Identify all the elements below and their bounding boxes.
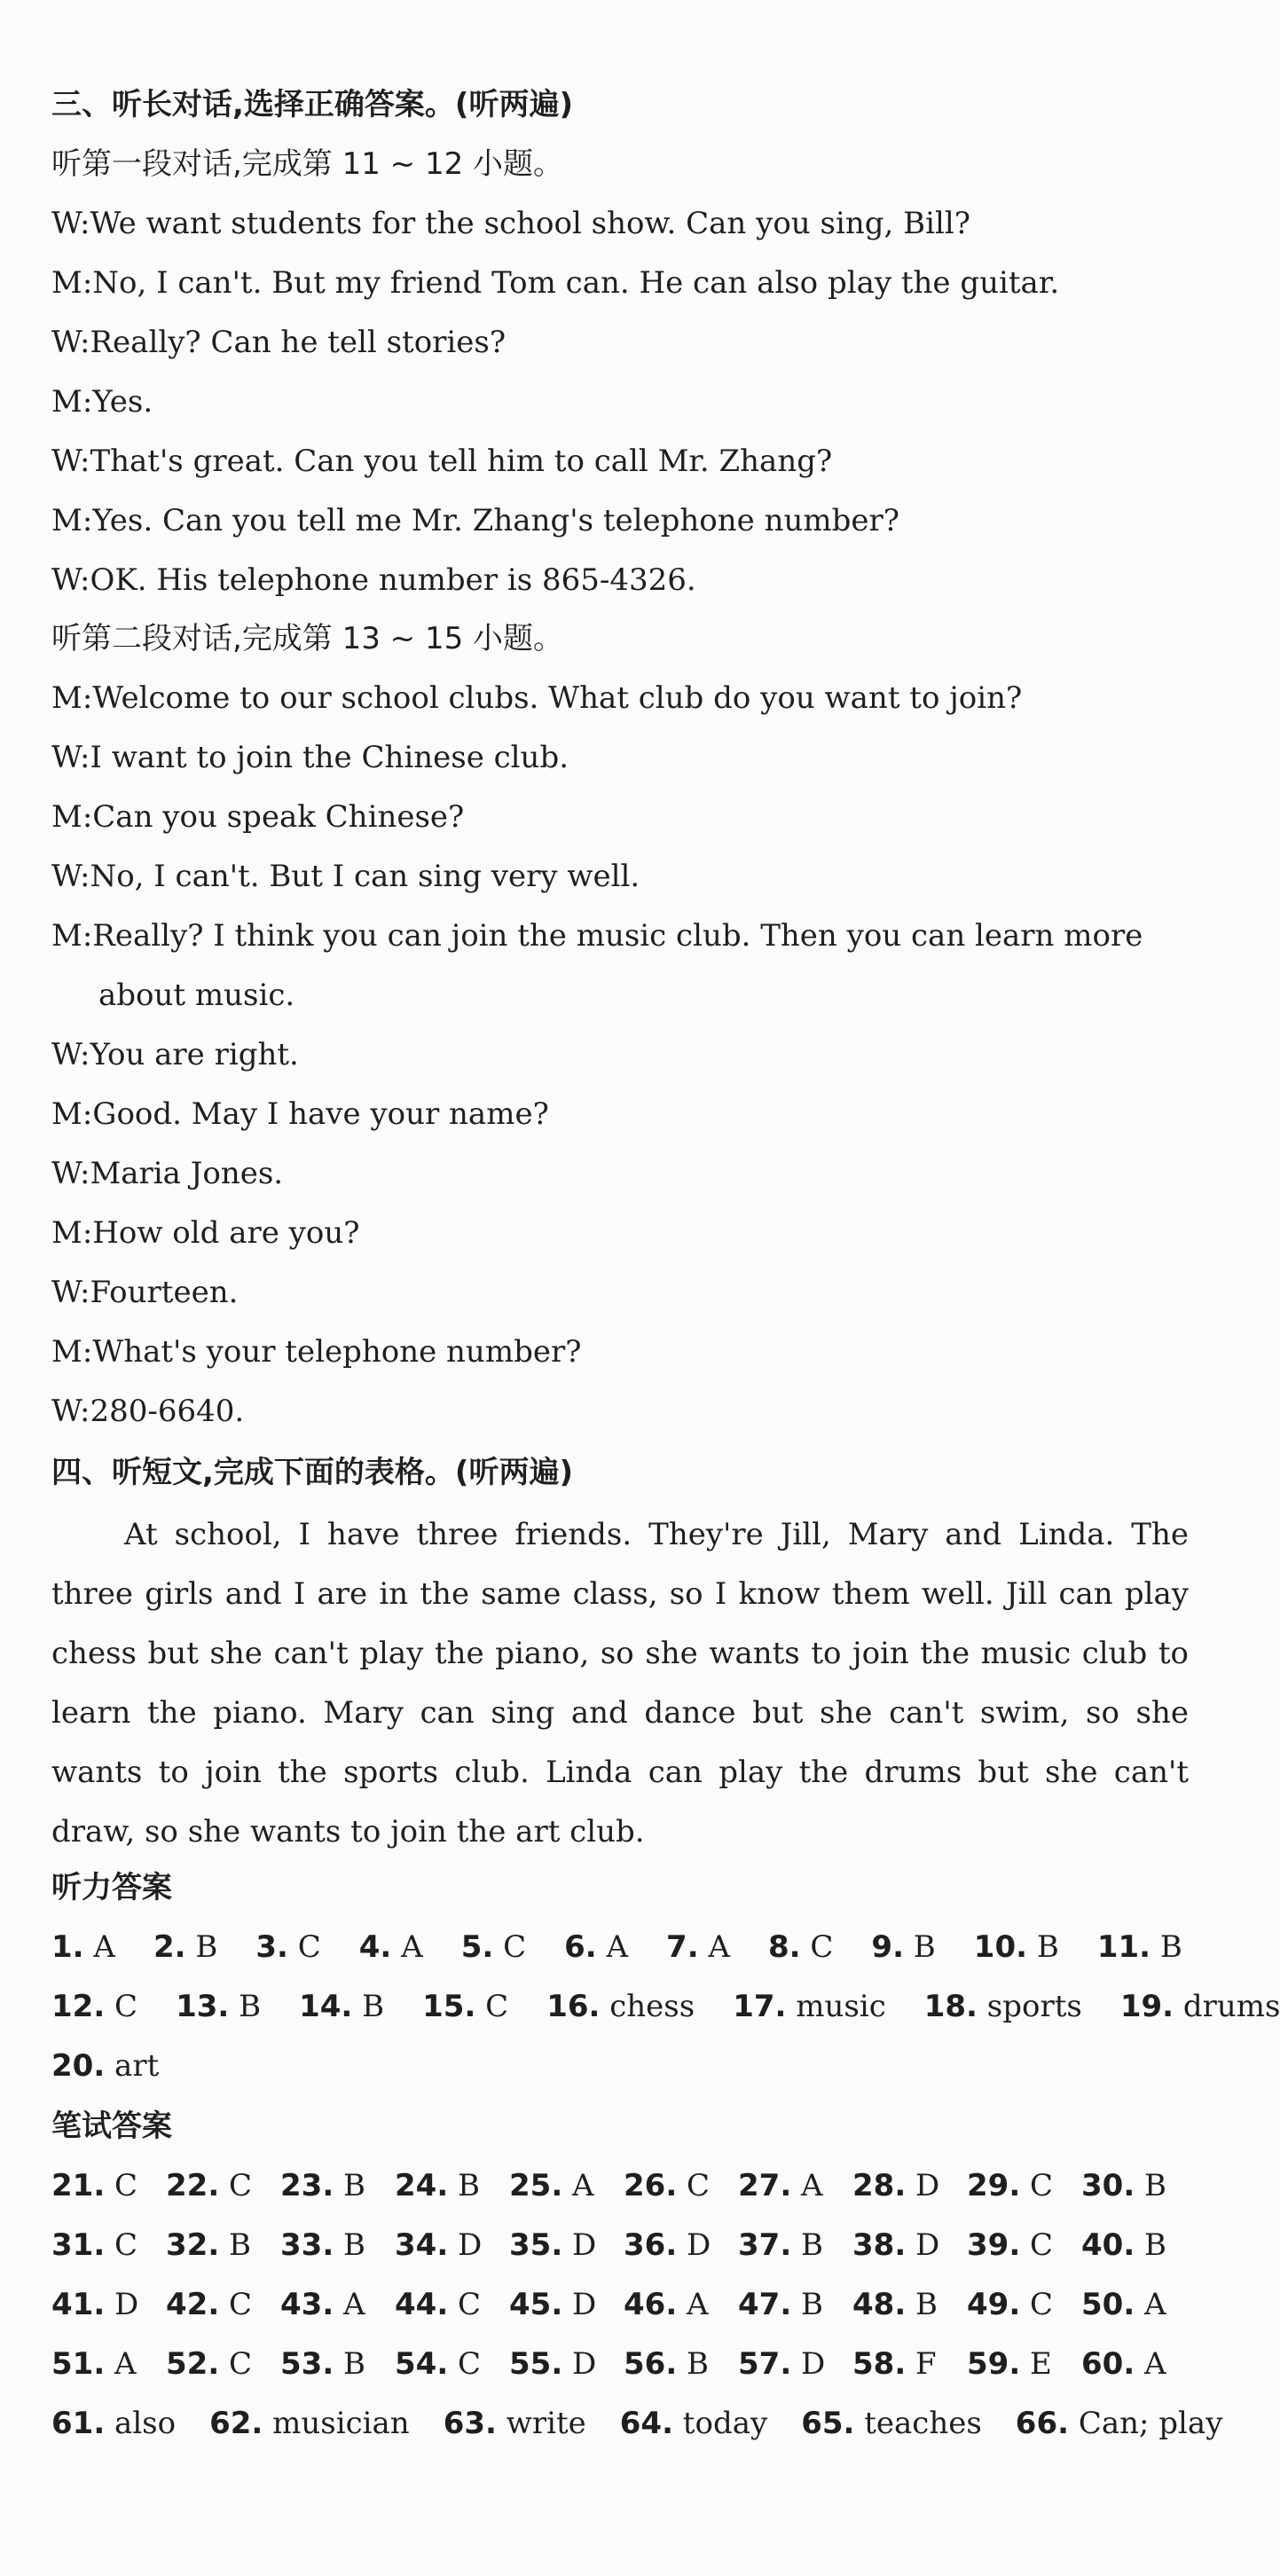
answer-value: B bbox=[1150, 1929, 1182, 1965]
answer-item bbox=[166, 2227, 280, 2263]
question-number: 51. bbox=[51, 2346, 106, 2382]
answer-value: B bbox=[791, 2227, 824, 2263]
question-number: 62. bbox=[209, 2406, 263, 2441]
answer-value: B bbox=[677, 2346, 710, 2382]
answer-item bbox=[422, 1989, 508, 2024]
speaker-label: W: bbox=[51, 1275, 90, 1310]
question-number: 10. bbox=[973, 1929, 1028, 1965]
answer-item bbox=[924, 1989, 1082, 2024]
speaker-label: W: bbox=[51, 859, 90, 894]
answer-item bbox=[51, 1989, 137, 2024]
answer-item bbox=[1120, 1989, 1280, 2024]
dialog-line bbox=[51, 1275, 1196, 1310]
dialog-line bbox=[51, 1096, 1196, 1132]
answer-value: A bbox=[391, 1929, 423, 1965]
answer-item bbox=[280, 2168, 395, 2203]
dialog-text: Really? Can he tell stories? bbox=[90, 325, 507, 360]
question-number: 32. bbox=[166, 2227, 220, 2263]
answer-item bbox=[1081, 2346, 1196, 2382]
answer-value: C bbox=[1020, 2168, 1054, 2203]
answer-item bbox=[967, 2168, 1081, 2203]
answer-value: B bbox=[906, 2287, 938, 2322]
answer-value: B bbox=[334, 2346, 366, 2382]
answer-value: B bbox=[1135, 2227, 1167, 2263]
dialog-line bbox=[51, 562, 1196, 598]
answer-row bbox=[51, 2287, 1196, 2322]
answer-item bbox=[209, 2406, 410, 2441]
answer-row bbox=[51, 2346, 1196, 2382]
answer-value: C bbox=[105, 2227, 138, 2263]
dialog-line bbox=[51, 1037, 1196, 1072]
question-number: 12. bbox=[51, 1989, 106, 2024]
answer-item bbox=[1081, 2287, 1196, 2322]
speaker-label: M: bbox=[51, 384, 93, 420]
answer-item bbox=[738, 2287, 852, 2322]
question-number: 25. bbox=[509, 2168, 563, 2203]
question-number: 46. bbox=[624, 2287, 678, 2322]
answer-value: B bbox=[903, 1929, 936, 1965]
answer-value: C bbox=[287, 1929, 321, 1965]
dialog-text: Good. May I have your name? bbox=[92, 1096, 549, 1132]
answer-value: B bbox=[334, 2227, 366, 2263]
answer-value: B bbox=[448, 2168, 481, 2203]
answer-value: D bbox=[562, 2227, 597, 2263]
answer-item bbox=[871, 1929, 935, 1965]
answer-item bbox=[509, 2287, 624, 2322]
answer-item bbox=[852, 2346, 967, 2382]
question-number: 17. bbox=[733, 1989, 787, 2024]
answer-value: drums bbox=[1174, 1989, 1280, 2024]
answer-value: D bbox=[105, 2287, 139, 2322]
listening-answers-title: 听力答案 bbox=[51, 1870, 172, 1905]
question-number: 14. bbox=[299, 1989, 353, 2024]
answer-item bbox=[509, 2346, 624, 2382]
dialog-text: Can you speak Chinese? bbox=[92, 799, 465, 835]
speaker-label: M: bbox=[51, 503, 93, 538]
question-number: 43. bbox=[280, 2287, 334, 2322]
dialog-text: I want to join the Chinese club. bbox=[90, 740, 569, 775]
question-number: 19. bbox=[1119, 1989, 1174, 2024]
answer-item bbox=[1097, 1929, 1182, 1965]
dialog-text: Yes. Can you tell me Mr. Zhang's telephone number? bbox=[92, 503, 899, 538]
answer-value: B bbox=[352, 1989, 385, 2024]
question-number: 7. bbox=[666, 1929, 699, 1965]
answer-value: D bbox=[562, 2287, 597, 2322]
dialog-text: We want students for the school show. Can you sing, Bill? bbox=[90, 206, 970, 241]
question-number: 23. bbox=[280, 2168, 334, 2203]
answer-value: also bbox=[105, 2406, 177, 2441]
answer-item bbox=[395, 2227, 509, 2263]
question-number: 34. bbox=[395, 2227, 449, 2263]
answer-item bbox=[801, 2406, 982, 2441]
dialog-text: No, I can't. But my friend Tom can. He can also play the guitar. bbox=[92, 265, 1060, 301]
question-number: 11. bbox=[1096, 1929, 1151, 1965]
answer-value: musician bbox=[263, 2406, 410, 2441]
dialog-text: What's your telephone number? bbox=[92, 1334, 582, 1370]
question-number: 30. bbox=[1081, 2168, 1135, 2203]
answer-value: chess bbox=[600, 1989, 695, 2024]
answer-value: B bbox=[1027, 1929, 1059, 1965]
question-number: 21. bbox=[51, 2168, 106, 2203]
answer-item bbox=[624, 2346, 738, 2382]
answer-row bbox=[51, 1989, 1280, 2024]
question-number: 44. bbox=[395, 2287, 449, 2322]
passage: At school, I have three friends. They're Jill, Mary and Linda. The three girls and I are in the same class, so I know them well. Jill can play chess but she can't play the piano, so she wants to join the music club to learn the piano. Mary can sing and dance but she can't swim, so she wants to join the sports club. Linda can play the drums but she can't draw, so she wants to join the art club. bbox=[51, 1517, 1189, 1850]
question-number: 5. bbox=[460, 1929, 494, 1965]
question-number: 4. bbox=[358, 1929, 392, 1965]
dialog-line bbox=[51, 503, 1196, 538]
question-number: 40. bbox=[1081, 2227, 1135, 2263]
question-number: 65. bbox=[801, 2406, 855, 2441]
answer-item bbox=[176, 1989, 261, 2024]
answer-value: today bbox=[673, 2406, 768, 2441]
question-number: 45. bbox=[509, 2287, 563, 2322]
answer-item bbox=[624, 2287, 738, 2322]
dialog-text: Welcome to our school clubs. What club do you want to join? bbox=[92, 680, 1023, 716]
question-number: 35. bbox=[509, 2227, 563, 2263]
question-number: 36. bbox=[624, 2227, 678, 2263]
question-number: 55. bbox=[509, 2346, 563, 2382]
answer-value: D bbox=[448, 2227, 483, 2263]
question-number: 49. bbox=[967, 2287, 1021, 2322]
speaker-label: M: bbox=[51, 1334, 93, 1370]
answer-item bbox=[768, 1929, 833, 1965]
answer-item bbox=[509, 2168, 624, 2203]
answer-item bbox=[280, 2227, 395, 2263]
answer-item bbox=[509, 2227, 624, 2263]
answer-value: music bbox=[786, 1989, 886, 2024]
answer-value: B bbox=[1135, 2168, 1167, 2203]
answer-value: B bbox=[219, 2227, 252, 2263]
answer-item bbox=[620, 2406, 767, 2441]
answer-value: C bbox=[1020, 2227, 1054, 2263]
dialog-text: Maria Jones. bbox=[90, 1156, 284, 1191]
question-number: 64. bbox=[619, 2406, 673, 2441]
answer-value: F bbox=[906, 2346, 937, 2382]
answer-item bbox=[280, 2346, 395, 2382]
question-number: 56. bbox=[624, 2346, 678, 2382]
question-number: 39. bbox=[967, 2227, 1021, 2263]
answer-item bbox=[564, 1929, 628, 1965]
speaker-label: W: bbox=[51, 206, 90, 241]
question-number: 37. bbox=[738, 2227, 792, 2263]
answer-value: write bbox=[496, 2406, 586, 2441]
dialog-line bbox=[51, 918, 1196, 954]
answer-value: A bbox=[562, 2168, 594, 2203]
answer-value: C bbox=[219, 2168, 253, 2203]
answer-value: D bbox=[906, 2227, 940, 2263]
question-number: 13. bbox=[176, 1989, 230, 2024]
answer-item bbox=[51, 2168, 166, 2203]
dialog-line bbox=[51, 859, 1196, 894]
dialog-line bbox=[51, 1394, 1196, 1429]
answer-item bbox=[51, 2048, 159, 2084]
speaker-label: W: bbox=[51, 444, 90, 479]
answer-item bbox=[153, 1929, 217, 1965]
answer-value: art bbox=[105, 2048, 160, 2084]
speaker-label: M: bbox=[51, 799, 93, 835]
answer-value: C bbox=[105, 1989, 138, 2024]
answer-item bbox=[51, 2287, 166, 2322]
answer-row bbox=[51, 2227, 1196, 2263]
dialog-line bbox=[51, 325, 1196, 360]
answer-value: A bbox=[105, 2346, 137, 2382]
answer-value: C bbox=[105, 2168, 138, 2203]
answer-item bbox=[166, 2346, 280, 2382]
answer-value: C bbox=[493, 1929, 527, 1965]
question-number: 41. bbox=[51, 2287, 106, 2322]
answer-item bbox=[51, 2227, 166, 2263]
section-4-title: 四、听短文,完成下面的表格。(听两遍) bbox=[51, 1455, 573, 1490]
answer-item bbox=[461, 1929, 526, 1965]
answer-item bbox=[1081, 2168, 1196, 2203]
answer-value: C bbox=[448, 2287, 482, 2322]
question-number: 53. bbox=[280, 2346, 334, 2382]
answer-value: D bbox=[791, 2346, 826, 2382]
answer-item bbox=[624, 2168, 738, 2203]
answer-value: D bbox=[906, 2168, 940, 2203]
question-number: 63. bbox=[443, 2406, 497, 2441]
answer-value: B bbox=[229, 1989, 262, 2024]
question-number: 52. bbox=[166, 2346, 220, 2382]
answer-value: B bbox=[791, 2287, 824, 2322]
dialog-line bbox=[51, 1156, 1196, 1191]
answer-item bbox=[666, 1929, 730, 1965]
answer-value: A bbox=[791, 2168, 823, 2203]
answer-value: A bbox=[596, 1929, 629, 1965]
question-number: 61. bbox=[51, 2406, 106, 2441]
written-answers-title: 笔试答案 bbox=[51, 2109, 172, 2144]
question-number: 27. bbox=[738, 2168, 792, 2203]
speaker-label: M: bbox=[51, 680, 93, 716]
question-number: 18. bbox=[923, 1989, 978, 2024]
speaker-label: W: bbox=[51, 1037, 90, 1072]
dialog-text: No, I can't. But I can sing very well. bbox=[90, 859, 640, 894]
answer-value: Can; play bbox=[1069, 2406, 1223, 2441]
dialog-line bbox=[51, 444, 1196, 479]
speaker-label: M: bbox=[51, 918, 93, 954]
question-number: 60. bbox=[1081, 2346, 1135, 2382]
question-number: 28. bbox=[852, 2168, 907, 2203]
answer-item bbox=[359, 1929, 423, 1965]
question-number: 1. bbox=[51, 1929, 84, 1965]
question-number: 2. bbox=[153, 1929, 186, 1965]
answer-value: D bbox=[562, 2346, 597, 2382]
dialog-line bbox=[51, 680, 1196, 716]
answer-value: C bbox=[475, 1989, 509, 2024]
answer-value: A bbox=[677, 2287, 709, 2322]
question-number: 15. bbox=[422, 1989, 476, 2024]
answer-item bbox=[51, 2406, 176, 2441]
answer-value: C bbox=[800, 1929, 834, 1965]
question-number: 9. bbox=[871, 1929, 904, 1965]
answer-value: C bbox=[448, 2346, 482, 2382]
dialog-text: Yes. bbox=[92, 384, 153, 420]
question-number: 48. bbox=[852, 2287, 907, 2322]
speaker-label: W: bbox=[51, 1156, 90, 1191]
answer-value: C bbox=[677, 2168, 711, 2203]
answer-item bbox=[1016, 2406, 1223, 2441]
answer-item bbox=[395, 2287, 509, 2322]
question-number: 24. bbox=[395, 2168, 449, 2203]
speaker-label: W: bbox=[51, 1394, 90, 1429]
dialog-line bbox=[51, 206, 1196, 241]
dialog-text: That's great. Can you tell him to call Mr. Zhang? bbox=[90, 444, 833, 479]
speaker-label: W: bbox=[51, 562, 90, 598]
answer-item bbox=[738, 2227, 852, 2263]
dialog-text: Fourteen. bbox=[90, 1275, 239, 1310]
answer-item bbox=[444, 2406, 586, 2441]
answer-item bbox=[852, 2227, 967, 2263]
dialog-text: You are right. bbox=[90, 1037, 299, 1072]
answer-row bbox=[51, 2168, 1196, 2203]
answer-item bbox=[733, 1989, 886, 2024]
question-number: 22. bbox=[166, 2168, 220, 2203]
answer-item bbox=[255, 1929, 320, 1965]
answer-item bbox=[967, 2227, 1081, 2263]
dialog-line-continued: about music. bbox=[98, 978, 295, 1013]
answer-value: D bbox=[677, 2227, 711, 2263]
answer-value: A bbox=[334, 2287, 365, 2322]
answer-item bbox=[852, 2287, 967, 2322]
answer-item bbox=[395, 2346, 509, 2382]
question-number: 6. bbox=[564, 1929, 597, 1965]
answer-value: A bbox=[83, 1929, 115, 1965]
section-3-title: 三、听长对话,选择正确答案。(听两遍) bbox=[51, 87, 573, 122]
speaker-label: W: bbox=[51, 325, 90, 360]
dialog-line bbox=[51, 1215, 1196, 1251]
answer-item bbox=[395, 2168, 509, 2203]
answer-value: C bbox=[219, 2346, 253, 2382]
answer-value: B bbox=[334, 2168, 366, 2203]
speaker-label: M: bbox=[51, 265, 93, 301]
answer-item bbox=[852, 2168, 967, 2203]
answer-item bbox=[546, 1989, 695, 2024]
answer-item bbox=[166, 2287, 280, 2322]
question-number: 3. bbox=[255, 1929, 288, 1965]
question-number: 31. bbox=[51, 2227, 106, 2263]
answer-value: A bbox=[1135, 2287, 1166, 2322]
dialog-text: Really? I think you can join the music club. Then you can learn more bbox=[92, 918, 1143, 954]
answer-item bbox=[1081, 2227, 1196, 2263]
answer-item bbox=[967, 2346, 1081, 2382]
question-number: 42. bbox=[166, 2287, 220, 2322]
answer-item bbox=[967, 2287, 1081, 2322]
dialog-text: OK. His telephone number is 865-4326. bbox=[90, 562, 696, 598]
speaker-label: M: bbox=[51, 1096, 93, 1132]
dialog-line bbox=[51, 799, 1196, 835]
dialog-text: How old are you? bbox=[92, 1215, 360, 1251]
answer-item bbox=[974, 1929, 1059, 1965]
question-number: 58. bbox=[852, 2346, 907, 2382]
question-number: 57. bbox=[738, 2346, 792, 2382]
dialog-text: 280-6640. bbox=[90, 1394, 245, 1429]
speaker-label: M: bbox=[51, 1215, 93, 1251]
dialog-2-intro: 听第二段对话,完成第 13 ~ 15 小题。 bbox=[51, 621, 564, 656]
question-number: 26. bbox=[624, 2168, 678, 2203]
question-number: 16. bbox=[546, 1989, 601, 2024]
answer-row bbox=[51, 2048, 1196, 2084]
answer-item bbox=[166, 2168, 280, 2203]
answer-value: C bbox=[1020, 2287, 1054, 2322]
answer-value: C bbox=[219, 2287, 253, 2322]
answer-value: E bbox=[1020, 2346, 1052, 2382]
dialog-line bbox=[51, 1334, 1196, 1370]
dialog-line bbox=[51, 265, 1196, 301]
question-number: 54. bbox=[395, 2346, 449, 2382]
answer-value: A bbox=[1135, 2346, 1166, 2382]
answer-row bbox=[51, 1929, 1196, 1965]
dialog-line bbox=[51, 740, 1196, 775]
answer-item bbox=[280, 2287, 395, 2322]
question-number: 50. bbox=[1081, 2287, 1135, 2322]
answer-item bbox=[738, 2168, 852, 2203]
answer-item bbox=[299, 1989, 384, 2024]
answer-value: B bbox=[185, 1929, 218, 1965]
answer-value: sports bbox=[977, 1989, 1082, 2024]
question-number: 29. bbox=[967, 2168, 1021, 2203]
answer-item bbox=[51, 1929, 115, 1965]
answer-item bbox=[738, 2346, 852, 2382]
answer-value: teaches bbox=[854, 2406, 982, 2441]
answer-item bbox=[624, 2227, 738, 2263]
answer-item bbox=[51, 2346, 166, 2382]
question-number: 8. bbox=[768, 1929, 801, 1965]
dialog-1-intro: 听第一段对话,完成第 11 ~ 12 小题。 bbox=[51, 146, 564, 182]
dialog-line bbox=[51, 384, 1196, 420]
answer-value: A bbox=[698, 1929, 730, 1965]
question-number: 20. bbox=[51, 2048, 106, 2084]
question-number: 47. bbox=[738, 2287, 792, 2322]
question-number: 66. bbox=[1015, 2406, 1070, 2441]
speaker-label: W: bbox=[51, 740, 90, 775]
answer-row bbox=[51, 2406, 1223, 2441]
question-number: 33. bbox=[280, 2227, 334, 2263]
question-number: 59. bbox=[967, 2346, 1021, 2382]
question-number: 38. bbox=[852, 2227, 907, 2263]
